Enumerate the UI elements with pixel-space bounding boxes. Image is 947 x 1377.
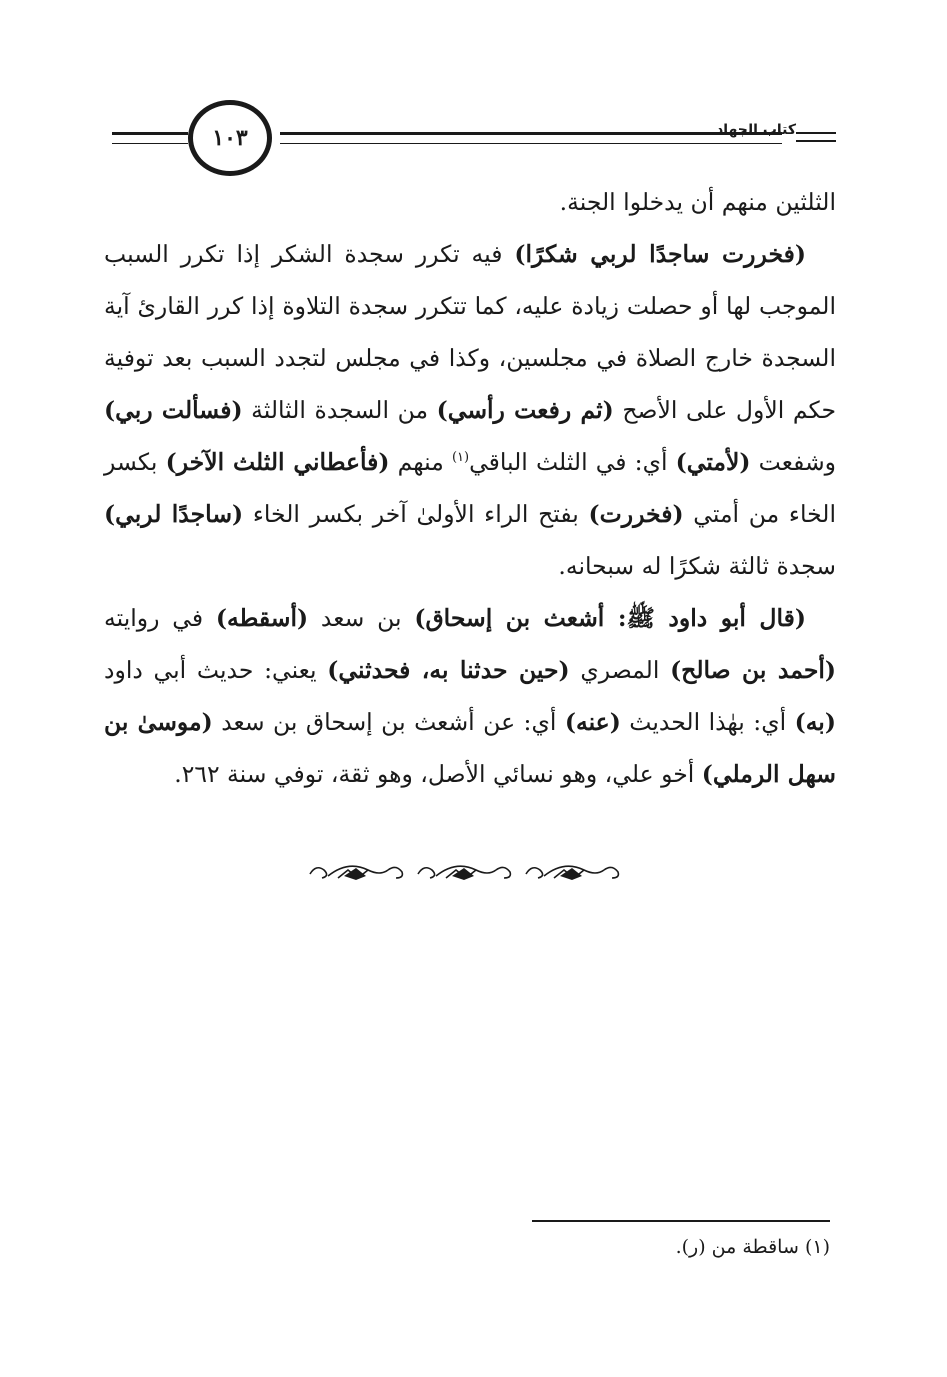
text-run: يعني: حديث أبي داود: [104, 656, 328, 684]
text-run: في روايته: [104, 604, 216, 632]
text-run: منهم: [389, 448, 452, 476]
header-rule-tail: [796, 132, 836, 142]
bold-phrase: (أحمد بن صالح): [670, 656, 836, 684]
bold-phrase: (فخررت): [588, 500, 684, 528]
text-run: بكسر الخاء من أمتي: [104, 448, 836, 528]
text-run: أي: عن أشعث بن إسحاق بن سعد: [212, 708, 565, 736]
bold-phrase: (أسقطه): [215, 604, 309, 632]
page-number: ١٠٣: [188, 100, 272, 176]
footnote: [530, 1232, 830, 1262]
paragraph-3: [104, 592, 836, 800]
footnote-reference[interactable]: (١): [451, 450, 470, 466]
bold-phrase: (فأعطاني الثلث الآخر): [165, 448, 390, 476]
bold-phrase: (فخررت ساجدًا لربي شكرًا): [514, 240, 806, 268]
text-run: الثلثين منهم أن يدخلوا الجنة.: [559, 188, 836, 216]
footnote-text: ساقطة من (ر).: [675, 1236, 799, 1258]
page-header: [104, 96, 836, 184]
header-rule-left: [112, 132, 188, 144]
text-run: أي: بهٰذا الحديث: [620, 708, 795, 736]
paragraph-1: [104, 176, 836, 228]
paragraph-2: [104, 228, 836, 592]
running-title: كتاب الجهاد: [716, 122, 796, 138]
text-run: أي: في الثلث الباقي: [469, 448, 676, 476]
text-run: سجدة ثالثة شكرًا له سبحانه.: [558, 552, 836, 580]
bold-phrase: (موسىٰ بن سهل الرملي): [104, 708, 836, 788]
body-text: [104, 176, 836, 800]
text-run: المصري: [569, 656, 671, 684]
footnote-divider: [532, 1220, 830, 1222]
text-run: فيه تكرر سجدة الشكر إذا تكرر السبب الموجب لها أو حصلت زيادة عليه، كما تتكرر سجدة التلاوة إذا كرر القارئ آية السجدة خارج الصلاة في مجلسين، وكذا في مجلس لتجدد السبب بعد توفية حكم الأول على الأصح: [104, 240, 836, 424]
bold-phrase: (ثم رفعت رأسي): [436, 396, 614, 424]
bold-phrase: (ساجدًا لربي): [104, 500, 244, 528]
text-run: من السجدة الثالثة: [242, 396, 437, 424]
bold-phrase: (به): [794, 708, 836, 736]
bold-phrase: (فسألت ربي): [104, 396, 243, 424]
footnote-marker: (١): [804, 1236, 830, 1258]
bold-phrase: (لأمتي): [675, 448, 751, 476]
text-run: أخو علي، وهو نسائي الأصل، وهو ثقة، توفي سنة ٢٦٢.: [174, 760, 702, 788]
bold-phrase: (حين حدثنا به، فحدثني): [327, 656, 570, 684]
section-ornament: [304, 858, 628, 890]
text-run: بفتح الراء الأولىٰ آخر بكسر الخاء: [243, 500, 589, 528]
text-run: وشفعت: [750, 448, 836, 476]
bold-phrase: (قال أبو داود ﷺ: أشعث بن إسحاق): [414, 604, 807, 632]
text-run: بن سعد: [308, 604, 415, 632]
bold-phrase: (عنه): [564, 708, 621, 736]
